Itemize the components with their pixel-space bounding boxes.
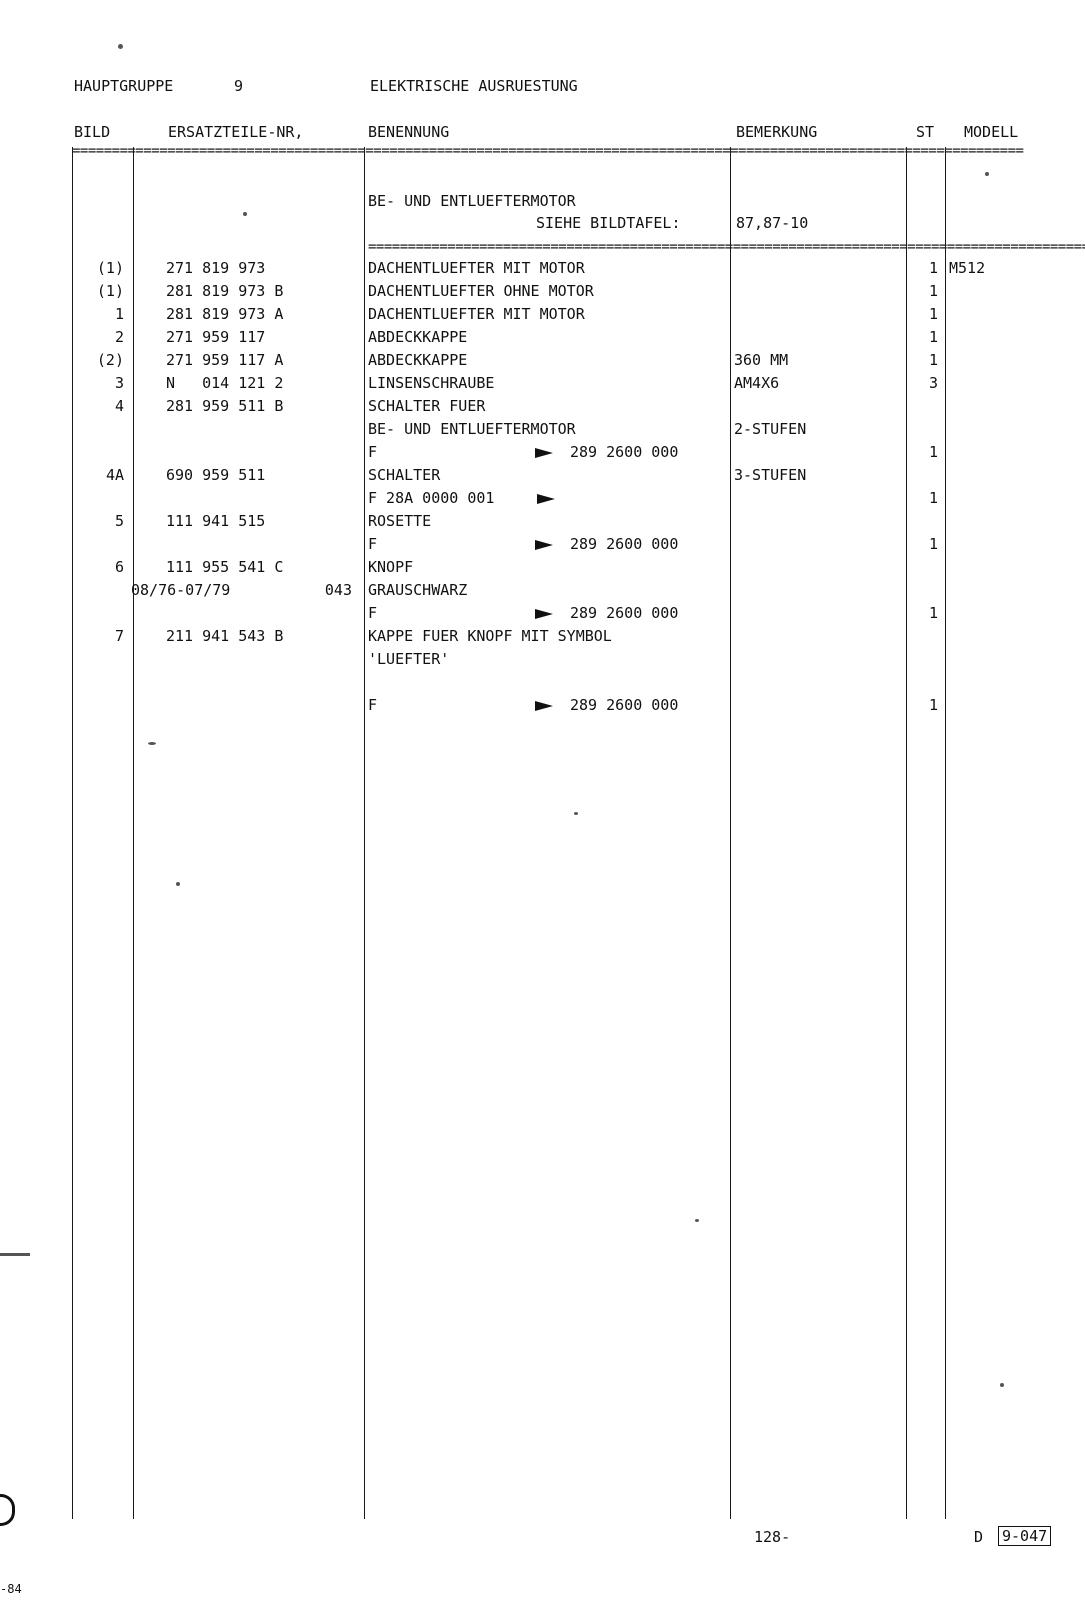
- col-line-part: [364, 147, 365, 1519]
- arrow-icon: [535, 602, 553, 625]
- row-remark: 360 MM: [734, 351, 789, 369]
- row-qty: 1: [928, 351, 938, 369]
- row-name: KNOPF: [368, 558, 414, 576]
- scan-speck: [243, 212, 247, 216]
- row-name: SCHALTER FUER: [368, 397, 486, 415]
- row-part: 281 819 973 B: [166, 282, 284, 300]
- arrow-icon: [535, 533, 553, 556]
- row-qty: 3: [928, 374, 938, 392]
- col-name: BENENNUNG: [368, 123, 450, 141]
- scan-speck: [985, 172, 989, 176]
- row-qty: 1: [928, 328, 938, 346]
- footer-lang: D: [974, 1528, 984, 1546]
- row-qty: 1: [928, 696, 938, 714]
- row-bild: 2: [114, 328, 124, 346]
- row-name: ABDECKKAPPE: [368, 351, 468, 369]
- scan-speck: [176, 882, 180, 886]
- row-name: F: [368, 535, 378, 553]
- section-ref-value: 87,87-10: [736, 214, 809, 232]
- row-arrow-value: 289 2600 000: [570, 604, 679, 622]
- section-title: BE- UND ENTLUEFTERMOTOR: [368, 192, 576, 210]
- row-name: F: [368, 604, 378, 622]
- row-qty: 1: [928, 259, 938, 277]
- row-name: F 28A 0000 001: [368, 489, 495, 507]
- punch-hole-mark: [0, 1494, 15, 1526]
- row-name: F: [368, 696, 378, 714]
- row-part: 211 941 543 B: [166, 627, 284, 645]
- row-date: 08/76-07/79: [131, 581, 231, 599]
- row-part: 281 819 973 A: [166, 305, 284, 323]
- arrow-icon: [535, 694, 553, 717]
- col-qty: ST: [916, 123, 935, 141]
- row-part: 111 941 515: [166, 512, 266, 530]
- scan-speck: [148, 742, 156, 745]
- header-rule: [72, 147, 1085, 155]
- row-part: 271 819 973: [166, 259, 266, 277]
- row-remark: AM4X6: [734, 374, 780, 392]
- col-part-no: ERSATZTEILE-NR,: [168, 123, 304, 141]
- col-remark: BEMERKUNG: [736, 123, 818, 141]
- row-model: M512: [949, 259, 986, 277]
- row-remark: 3-STUFEN: [734, 466, 807, 484]
- group-label: HAUPTGRUPPE: [74, 77, 174, 95]
- row-name: SCHALTER: [368, 466, 441, 484]
- row-bild: (2): [96, 351, 124, 369]
- page-number: 128-: [754, 1528, 791, 1546]
- row-part: 271 959 117 A: [166, 351, 284, 369]
- scan-speck: [118, 44, 123, 49]
- col-line-qty: [945, 147, 946, 1519]
- section-rule: [368, 243, 1085, 251]
- row-name: DACHENTLUEFTER OHNE MOTOR: [368, 282, 594, 300]
- row-qty: 1: [928, 604, 938, 622]
- row-bild: 6: [114, 558, 124, 576]
- row-qty: 1: [928, 489, 938, 507]
- row-name: GRAUSCHWARZ: [368, 581, 468, 599]
- row-bild: 1: [114, 305, 124, 323]
- col-line-remark: [906, 147, 907, 1519]
- corner-mark: -84: [0, 1582, 22, 1596]
- row-remark: 2-STUFEN: [734, 420, 807, 438]
- row-part: 111 955 541 C: [166, 558, 284, 576]
- footer-ref: 9-047: [998, 1525, 1051, 1548]
- row-color-code: 043: [324, 581, 352, 599]
- col-bild: BILD: [74, 123, 111, 141]
- row-name: BE- UND ENTLUEFTERMOTOR: [368, 420, 576, 438]
- scan-speck: [695, 1219, 699, 1222]
- row-arrow-value: 289 2600 000: [570, 696, 679, 714]
- row-qty: 1: [928, 282, 938, 300]
- row-qty: 1: [928, 443, 938, 461]
- row-bild: (1): [96, 259, 124, 277]
- row-name: LINSENSCHRAUBE: [368, 374, 495, 392]
- row-bild: (1): [96, 282, 124, 300]
- row-qty: 1: [928, 535, 938, 553]
- scan-speck: [1000, 1383, 1004, 1387]
- row-bild: 4: [114, 397, 124, 415]
- row-part: 690 959 511: [166, 466, 266, 484]
- row-name: DACHENTLUEFTER MIT MOTOR: [368, 305, 585, 323]
- row-bild: 4A: [105, 466, 124, 484]
- arrow-icon: [537, 487, 555, 510]
- row-qty: 1: [928, 305, 938, 323]
- row-name: F: [368, 443, 378, 461]
- scan-speck: [574, 812, 578, 815]
- arrow-icon: [535, 441, 553, 464]
- section-ref-label: SIEHE BILDTAFEL:: [536, 214, 681, 232]
- row-bild: 3: [114, 374, 124, 392]
- row-arrow-value: 289 2600 000: [570, 443, 679, 461]
- col-line-bild: [133, 147, 134, 1519]
- row-part: 281 959 511 B: [166, 397, 284, 415]
- row-part: N 014 121 2: [166, 374, 284, 392]
- row-bild: 5: [114, 512, 124, 530]
- row-name: KAPPE FUER KNOPF MIT SYMBOL: [368, 627, 612, 645]
- col-line-name: [730, 147, 731, 1519]
- col-line-left: [72, 147, 73, 1519]
- row-name: ROSETTE: [368, 512, 432, 530]
- row-name: DACHENTLUEFTER MIT MOTOR: [368, 259, 585, 277]
- row-bild: 7: [114, 627, 124, 645]
- group-number: 9: [234, 77, 244, 95]
- scan-mark: [0, 1253, 30, 1256]
- row-arrow-value: 289 2600 000: [570, 535, 679, 553]
- col-model: MODELL: [964, 123, 1019, 141]
- row-name: 'LUEFTER': [368, 650, 450, 668]
- row-name: ABDECKKAPPE: [368, 328, 468, 346]
- row-part: 271 959 117: [166, 328, 266, 346]
- group-title: ELEKTRISCHE AUSRUESTUNG: [370, 77, 578, 95]
